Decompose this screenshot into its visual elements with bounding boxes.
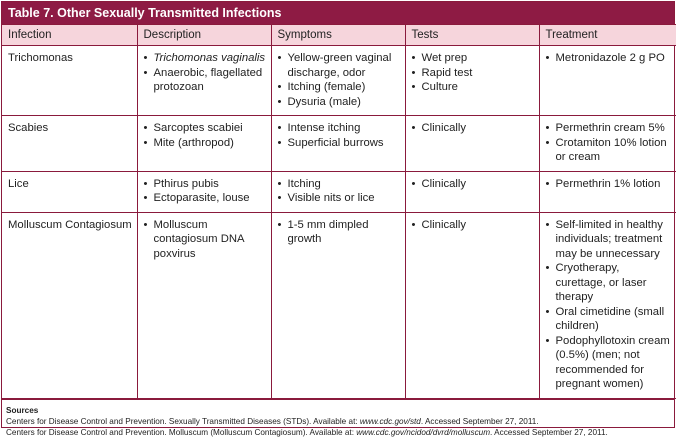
description-cell <box>137 46 271 116</box>
table-frame <box>1 1 675 437</box>
treatment-cell <box>539 171 676 212</box>
list-item: • Anaerobic, flagellated protozoan <box>144 66 267 95</box>
header-description: Description <box>137 25 271 46</box>
list-item: • Ectoparasite, louse <box>144 191 267 206</box>
source-url: www.cdc.gov/std <box>359 416 421 426</box>
list-item: • Superficial burrows <box>278 136 401 151</box>
tests-cell <box>405 46 539 116</box>
table-row <box>2 171 676 212</box>
header-infection: Infection <box>2 25 137 46</box>
table-title: Table 7. Other Sexually Transmitted Infections <box>2 2 674 24</box>
list-item: • Cryotherapy, curettage, or laser therapy <box>546 261 673 305</box>
header-row <box>2 25 676 46</box>
source-citation: Centers for Disease Control and Prevention. Sexually Transmitted Diseases (STDs). Available at: www.cdc.gov/std. Accessed September 27, 2011. <box>6 416 539 426</box>
source-url: www.cdc.gov/ncidod/dvrd/molluscum <box>356 427 491 437</box>
description-cell <box>137 116 271 172</box>
table-row <box>2 46 676 116</box>
list-item: • Clinically <box>412 177 535 192</box>
infection-cell: Trichomonas <box>2 46 137 116</box>
description-cell <box>137 212 271 398</box>
sources-section <box>2 399 674 438</box>
table-row <box>2 212 676 398</box>
treatment-cell <box>539 212 676 398</box>
infection-cell: Molluscum Contagiosum <box>2 212 137 398</box>
tests-cell <box>405 171 539 212</box>
table-row <box>2 116 676 172</box>
source-citation: Centers for Disease Control and Prevention. Molluscum (Molluscum Contagiosum). Available at: www.cdc.gov/ncidod/dvrd/molluscum. Accessed September 27, 2011. <box>6 427 608 437</box>
symptoms-cell <box>271 46 405 116</box>
symptoms-cell <box>271 116 405 172</box>
list-item: • Clinically <box>412 218 535 233</box>
list-item: • Rapid test <box>412 66 535 81</box>
list-item: • Visible nits or lice <box>278 191 401 206</box>
list-item: • Trichomonas vaginalis <box>144 51 267 66</box>
list-item: • Oral cimetidine (small children) <box>546 305 673 334</box>
list-item: • Mite (arthropod) <box>144 136 267 151</box>
list-item: • 1-5 mm dimpled growth <box>278 218 401 247</box>
header-symptoms: Symptoms <box>271 25 405 46</box>
sti-table <box>2 24 676 399</box>
list-item: • Wet prep <box>412 51 535 66</box>
list-item: • Podophyllotoxin cream (0.5%) (men; not recommended for pregnant women) <box>546 334 673 392</box>
list-item: • Yellow-green vaginal discharge, odor <box>278 51 401 80</box>
treatment-cell <box>539 116 676 172</box>
symptoms-cell <box>271 171 405 212</box>
header-treatment: Treatment <box>539 25 676 46</box>
list-item: • Culture <box>412 80 535 95</box>
list-item: • Self-limited in healthy individuals; treatment may be unnecessary <box>546 218 673 262</box>
tests-cell <box>405 116 539 172</box>
list-item: • Pthirus pubis <box>144 177 267 192</box>
sources-heading: Sources <box>6 405 39 415</box>
list-item: • Crotamiton 10% lotion or cream <box>546 136 673 165</box>
list-item: • Dysuria (male) <box>278 95 401 110</box>
list-item: • Sarcoptes scabiei <box>144 121 267 136</box>
list-item: • Permethrin 1% lotion <box>546 177 673 192</box>
list-item: • Itching (female) <box>278 80 401 95</box>
header-tests: Tests <box>405 25 539 46</box>
list-item: • Itching <box>278 177 401 192</box>
list-item: • Molluscum contagiosum DNA poxvirus <box>144 218 267 262</box>
list-item: • Intense itching <box>278 121 401 136</box>
symptoms-cell <box>271 212 405 398</box>
list-item: • Metronidazole 2 g PO <box>546 51 673 66</box>
list-item: • Permethrin cream 5% <box>546 121 673 136</box>
list-item: • Clinically <box>412 121 535 136</box>
infection-cell: Scabies <box>2 116 137 172</box>
description-cell <box>137 171 271 212</box>
tests-cell <box>405 212 539 398</box>
treatment-cell <box>539 46 676 116</box>
infection-cell: Lice <box>2 171 137 212</box>
